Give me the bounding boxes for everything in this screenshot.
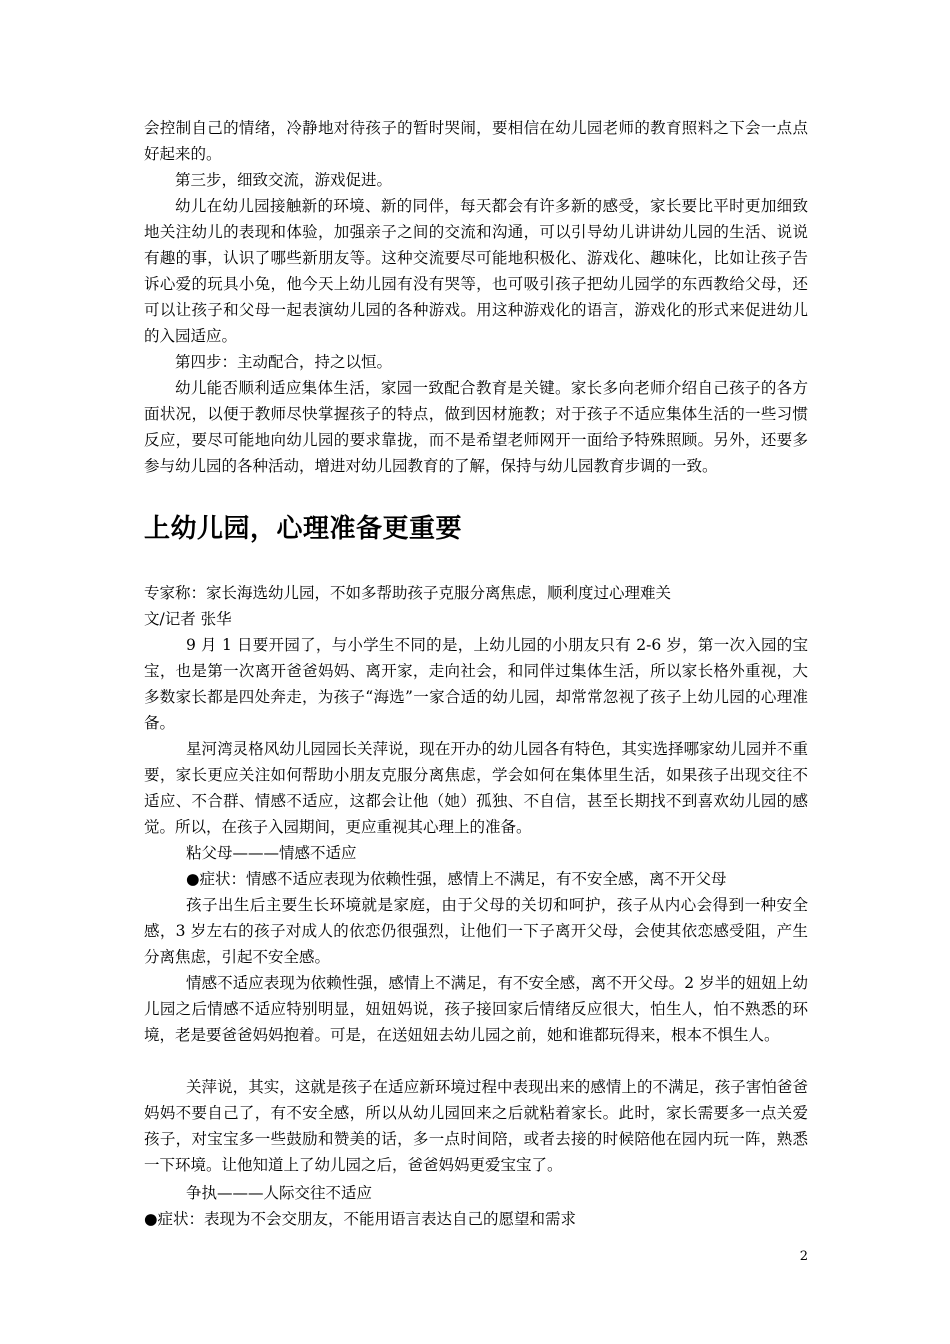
- symptom-line-social: ●症状：表现为不会交朋友，不能用语言表达自己的愿望和需求: [144, 1210, 577, 1228]
- subsection-heading-emotional: 粘父母———情感不适应: [186, 844, 357, 862]
- article-paragraph-family: 孩子出生后主要生长环境就是家庭，由于父母的关切和呵护，孩子从内心会得到一种安全感，3 岁左右的孩子对成人的依恋仍很强烈，让他们一下子离开父母，会使其依恋感受阻，产生分离焦虑，引起不安全感。: [144, 896, 808, 966]
- subsection-heading-social: 争执———人际交往不适应: [186, 1184, 373, 1202]
- article-paragraph-intro: 9 月 1 日要开园了，与小学生不同的是，上幼儿园的小朋友只有 2-6 岁，第一次入园的宝宝，也是第一次离开爸爸妈妈、离开家，走向社会，和同伴过集体生活，所以家长格外重视，大多数家长都是四处奔走，为孩子“海选”一家合适的幼儿园，却常常忽视了孩子上幼儿园的心理准备。: [144, 636, 808, 732]
- article-subtitle: 专家称：家长海选幼儿园，不如多帮助孩子克服分离焦虑，顺利度过心理难关: [144, 584, 672, 602]
- step3-heading: 第三步，细致交流，游戏促进。: [175, 171, 393, 189]
- paragraph-step4: 幼儿能否顺利适应集体生活，家园一致配合教育是关键。家长多向老师介绍自己孩子的各方面状况，以便于教师尽快掌握孩子的特点，做到因材施教；对于孩子不适应集体生活的一些习惯反应，要尽可能地向幼儿园的要求靠拢，而不是希望老师网开一面给予特殊照顾。另外，还要多参与幼儿园的各种活动，增进对幼儿园教育的了解，保持与幼儿园教育步调的一致。: [144, 379, 808, 475]
- paragraph-step3: 幼儿在幼儿园接触新的环境、新的同伴，每天都会有许多新的感受，家长要比平时更加细致地关注幼儿的表现和体验，加强亲子之间的交流和沟通，可以引导幼儿讲讲幼儿园的生活、说说有趣的事，认识了哪些新朋友等。这种交流要尽可能地积极化、游戏化、趣味化，比如让孩子告诉心爱的玩具小兔，他今天上幼儿园有没有哭等，也可吸引孩子把幼儿园学的东西教给父母，还可以让孩子和父母一起表演幼儿园的各种游戏。用这种游戏化的语言，游戏化的形式来促进幼儿的入园适应。: [144, 197, 808, 345]
- article-byline: 文/记者 张华: [144, 610, 232, 628]
- article-title: 上幼儿园，心理准备更重要: [144, 514, 463, 544]
- symptom-line-emotional: ●症状：情感不适应表现为依赖性强，感情上不满足，有不安全感，离不开父母: [186, 870, 727, 888]
- paragraph-continuation: 会控制自己的情绪，冷静地对待孩子的暂时哭闹，要相信在幼儿园老师的教育照料之下会一点点好起来的。: [144, 119, 808, 163]
- article-paragraph-niuniu: 情感不适应表现为依赖性强，感情上不满足，有不安全感，离不开父母。2 岁半的妞妞上幼儿园之后情感不适应特别明显，妞妞妈说，孩子接回家后情绪反应很大，怕生人，怕不熟悉的环境，老是要爸爸妈妈抱着。可是，在送妞妞去幼儿园之前，她和谁都玩得来，根本不惧生人。: [144, 974, 808, 1044]
- article-paragraph-principal: 星河湾灵格风幼儿园园长关萍说，现在开办的幼儿园各有特色，其实选择哪家幼儿园并不重要，家长更应关注如何帮助小朋友克服分离焦虑，学会如何在集体里生活，如果孩子出现交往不适应、不合群、情感不适应，这都会让他（她）孤独、不自信，甚至长期找不到喜欢幼儿园的感觉。所以，在孩子入园期间，更应重视其心理上的准备。: [144, 740, 808, 836]
- step4-heading: 第四步：主动配合，持之以恒。: [175, 353, 393, 371]
- page-number: 2: [799, 1249, 808, 1264]
- article-paragraph-advice: 关萍说，其实，这就是孩子在适应新环境过程中表现出来的感情上的不满足，孩子害怕爸爸妈妈不要自己了，有不安全感，所以从幼儿园回来之后就粘着家长。此时，家长需要多一点关爱孩子，对宝宝多一些鼓励和赞美的话，多一点时间陪，或者去接的时候陪他在园内玩一阵，熟悉一下环境。让他知道上了幼儿园之后，爸爸妈妈更爱宝宝了。: [144, 1078, 808, 1174]
